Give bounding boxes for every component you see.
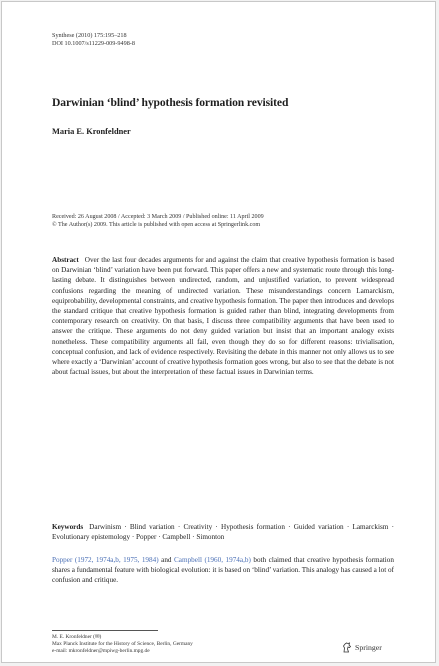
keywords-block bbox=[52, 522, 394, 542]
abstract-block bbox=[52, 255, 394, 377]
affiliation-email: e-mail: mkronfeldner@mpiwg-berlin.mpg.de bbox=[52, 648, 150, 654]
article-title: Darwinian ‘blind’ hypothesis formation revisited bbox=[52, 96, 289, 109]
springer-horse-icon bbox=[342, 642, 352, 653]
footnote-divider bbox=[52, 630, 158, 631]
keywords-text: Darwinism · Blind variation · Creativity · Hypothesis formation · Guided variation · Lamarckism · Evolutionary epistemology · Popper · Campbell · Simonton bbox=[52, 523, 394, 542]
abstract-label: Abstract bbox=[52, 256, 79, 264]
affiliation-institute: Max Planck Institute for the History of Science, Berlin, Germany bbox=[52, 641, 193, 647]
abstract-text: Over the last four decades arguments for and against the claim that creative hypothesis formation is based on Darwinian ‘blind’ variation have been put forward. This paper offers a new and systematic route through this long-lasting debate. It distinguishes between undirected, random, and unjustified variation, to prevent widespread confusions regarding the meaning of undirected variation. These misunderstandings concern Lamarckism, equiprobability, developmental constraints, and creative hypothesis formation. The paper then introduces and develops the standard critique that creative hypothesis formation is guided rather than blind, integrating developments from contemporary research on creativity. On that basis, I discuss three compatibility arguments that have been used to answer the critique. These arguments do not deny guided variation but insist that an important analogy exists nonetheless. These compatibility arguments all fail, even though they do so for different reasons: trivialisation, conceptual confusion, and lack of evidence respectively. Revisiting the debate in this manner not only allows us to see where exactly a ‘Darwinian’ account of creative hypothesis formation goes wrong, but also to see that the debate is not about factual issues, but about the interpretation of these factual issues in Darwinian terms. bbox=[52, 256, 394, 377]
dates-line: Received: 26 August 2008 / Accepted: 3 March 2009 / Published online: 11 April 2009 bbox=[52, 214, 264, 220]
author-name: Maria E. Kronfeldner bbox=[52, 127, 131, 136]
doi-line: DOI 10.1007/s11229-009-9498-8 bbox=[52, 40, 135, 47]
affiliation-name: M. E. Kronfeldner (✉) bbox=[52, 634, 102, 640]
citation-link-campbell[interactable]: Campbell (1960, 1974a,b) bbox=[174, 556, 251, 564]
citation-link-popper[interactable]: Popper (1972, 1974a,b, 1975, 1984) bbox=[52, 556, 159, 564]
keywords-label: Keywords bbox=[52, 523, 84, 531]
journal-line: Synthese (2010) 175:195–218 bbox=[52, 32, 127, 39]
paper-page bbox=[1, 1, 436, 663]
publisher-name: Springer bbox=[355, 643, 382, 652]
publication-history bbox=[52, 213, 392, 229]
intro-rest: both claimed that creative hypothesis formation shares a fundamental feature with biological evolution: it is based on ‘blind’ variation. This analogy has caused a lot of confusion and critique. bbox=[52, 556, 394, 585]
publisher-logo bbox=[342, 642, 382, 653]
intro-and: and bbox=[158, 556, 174, 564]
author-affiliation bbox=[52, 634, 193, 655]
copyright-line: © The Author(s) 2009. This article is published with open access at Springerlink.com bbox=[52, 222, 261, 229]
journal-citation bbox=[52, 32, 135, 48]
intro-paragraph bbox=[52, 555, 394, 586]
